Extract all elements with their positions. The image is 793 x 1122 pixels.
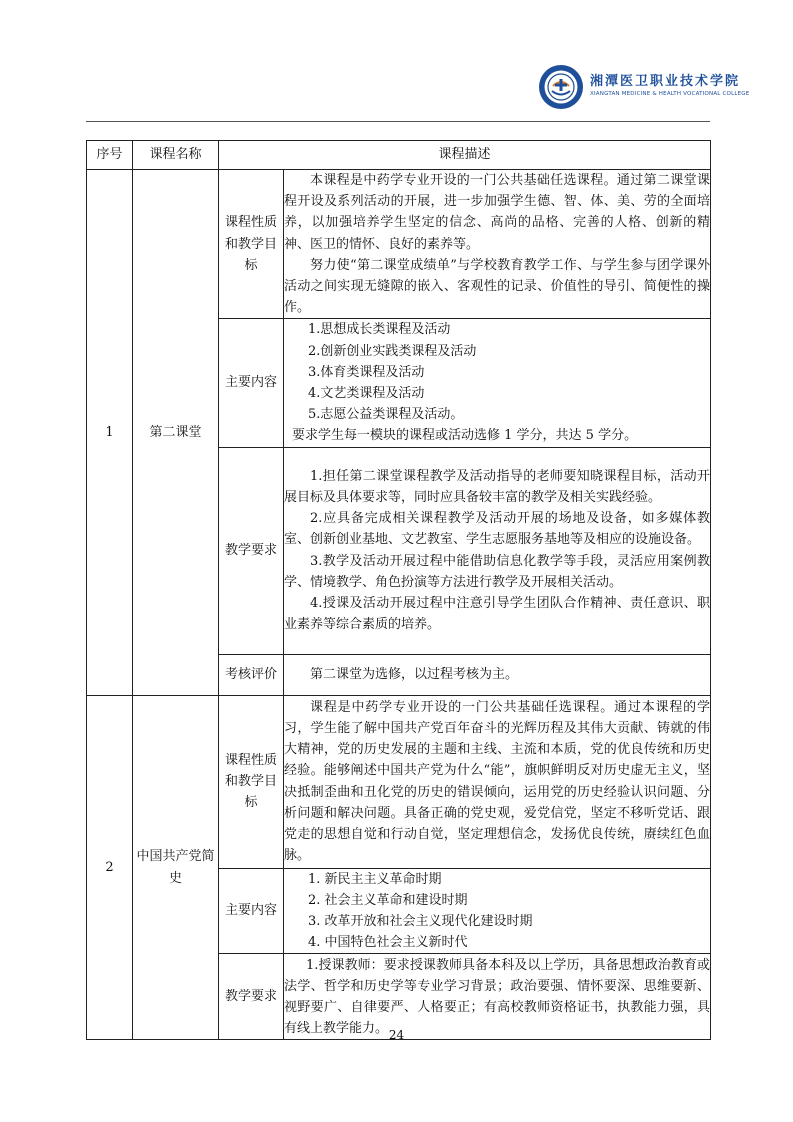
section-label: 课程性质和教学目标 (219, 695, 284, 868)
course-no: 1 (87, 170, 133, 696)
paragraph: 4.授课及活动开展过程中注意引导学生团队合作精神、责任意识、职业素养等综合素质的培养。 (284, 596, 711, 633)
course-name: 第二课堂 (133, 170, 219, 696)
section-content (284, 654, 711, 695)
school-name-en: XIANGTAN MEDICINE & HEALTH VOCATIONAL COLLEGE (590, 91, 750, 97)
list-item: 4.文艺类课程及活动 (308, 386, 425, 402)
paragraph: 2.应具备完成相关课程教学及活动开展的场地及设备，如多媒体教室、创新创业基地、文艺教室、学生志愿服务基地等及相应的设施设备。 (284, 511, 711, 548)
list-item: 1.思想成长类课程及活动 (308, 322, 451, 338)
paragraph: 3.教学及活动开展过程中能借助信息化教学等手段，灵活应用案例教学、情境教学、角色扮演等方法进行教学及开展相关活动。 (284, 553, 711, 590)
paragraph: 第二课堂为选修，以过程考核为主。 (310, 667, 519, 683)
table-row (87, 695, 711, 868)
list-item: 3.体育类课程及活动 (308, 364, 425, 380)
list-item: 1. 新民主主义革命时期 (308, 871, 442, 887)
section-label: 考核评价 (219, 654, 284, 695)
course-table (86, 140, 711, 1040)
header-course-desc: 课程描述 (219, 141, 711, 170)
list-item: 2. 社会主义革命和建设时期 (308, 892, 468, 908)
table-row (87, 170, 711, 319)
paragraph: 课程是中药学专业开设的一门公共基础任选课程。通过本课程的学习，学生能了解中国共产党百年奋斗的光辉历程及其伟大贡献、铸就的伟大精神，党的历史发展的主题和主线、主流和本质，党的优良传统和历史经验。能够阐述中国共产党为什么“能”，旗帜鲜明反对历史虚无主义，坚决抵制歪曲和丑化党的历史的错误倾向，运用党的历史经验认识问题、分析问题和解决问题。具备正确的党史观，爱党信党，坚定不移听党话、跟党走的思想自觉和行动自觉，坚定理想信念，发扬优良传统，赓续红色血脉。 (284, 699, 711, 864)
section-content (284, 319, 711, 447)
section-content (284, 170, 711, 319)
course-name: 中国共产党简史 (133, 695, 219, 1040)
section-label: 教学要求 (219, 954, 284, 1040)
header-course-name: 课程名称 (133, 141, 219, 170)
section-label: 教学要求 (219, 447, 284, 654)
paragraph: 1.授课教师：要求授课教师具备本科及以上学历，具备思想政治教育或法学、哲学和历史学等专业学习背景；政治要强、情怀要深、思维要新、视野要广、自律要严、人格要正；有高校教师资格证书，执教能力强，具有线上教学能力。 (284, 957, 711, 1037)
section-content (284, 868, 711, 954)
paragraph: 本课程是中药学专业开设的一门公共基础任选课程。通过第二课堂课程开设及系列活动的开展，进一步加强学生德、智、体、美、劳的全面培养，以加强培养学生坚定的信念、高尚的品格、完善的人格、创新的精神、医卫的情怀、良好的素养等。 (284, 173, 711, 252)
section-label: 课程性质和教学目标 (219, 170, 284, 319)
section-label: 主要内容 (219, 319, 284, 447)
course-no: 2 (87, 695, 133, 1040)
header-logo (538, 64, 750, 112)
list-item: 3. 改革开放和社会主义现代化建设时期 (308, 914, 533, 930)
header-no: 序号 (87, 141, 133, 170)
page-number: 24 (388, 1028, 405, 1042)
list-item: 5.志愿公益类课程及活动。 (308, 407, 464, 423)
section-content (284, 447, 711, 654)
section-note: 要求学生每一模块的课程或活动选修 1 学分，共达 5 学分。 (292, 428, 638, 444)
list-item: 2.创新创业实践类课程及活动 (308, 343, 477, 359)
table-header-row (87, 141, 711, 170)
header-divider (86, 121, 710, 122)
paragraph: 1.担任第二课堂课程教学及活动指导的老师要知晓课程目标，活动开展目标及具体要求等，同时应具备较丰富的教学及相关实践经验。 (284, 468, 711, 506)
list-item: 4. 中国特色社会主义新时代 (308, 935, 468, 951)
school-name-cn: 湘潭医卫职业技术学院 (590, 74, 741, 89)
paragraph: 努力使“第二课堂成绩单”与学校教育教学工作、与学生参与团学课外活动之间实现无缝隙的嵌入、客观性的记录、价值性的导引、简便性的操作。 (284, 257, 711, 316)
college-emblem-icon (538, 64, 584, 110)
section-label: 主要内容 (219, 868, 284, 954)
section-content (284, 695, 711, 868)
